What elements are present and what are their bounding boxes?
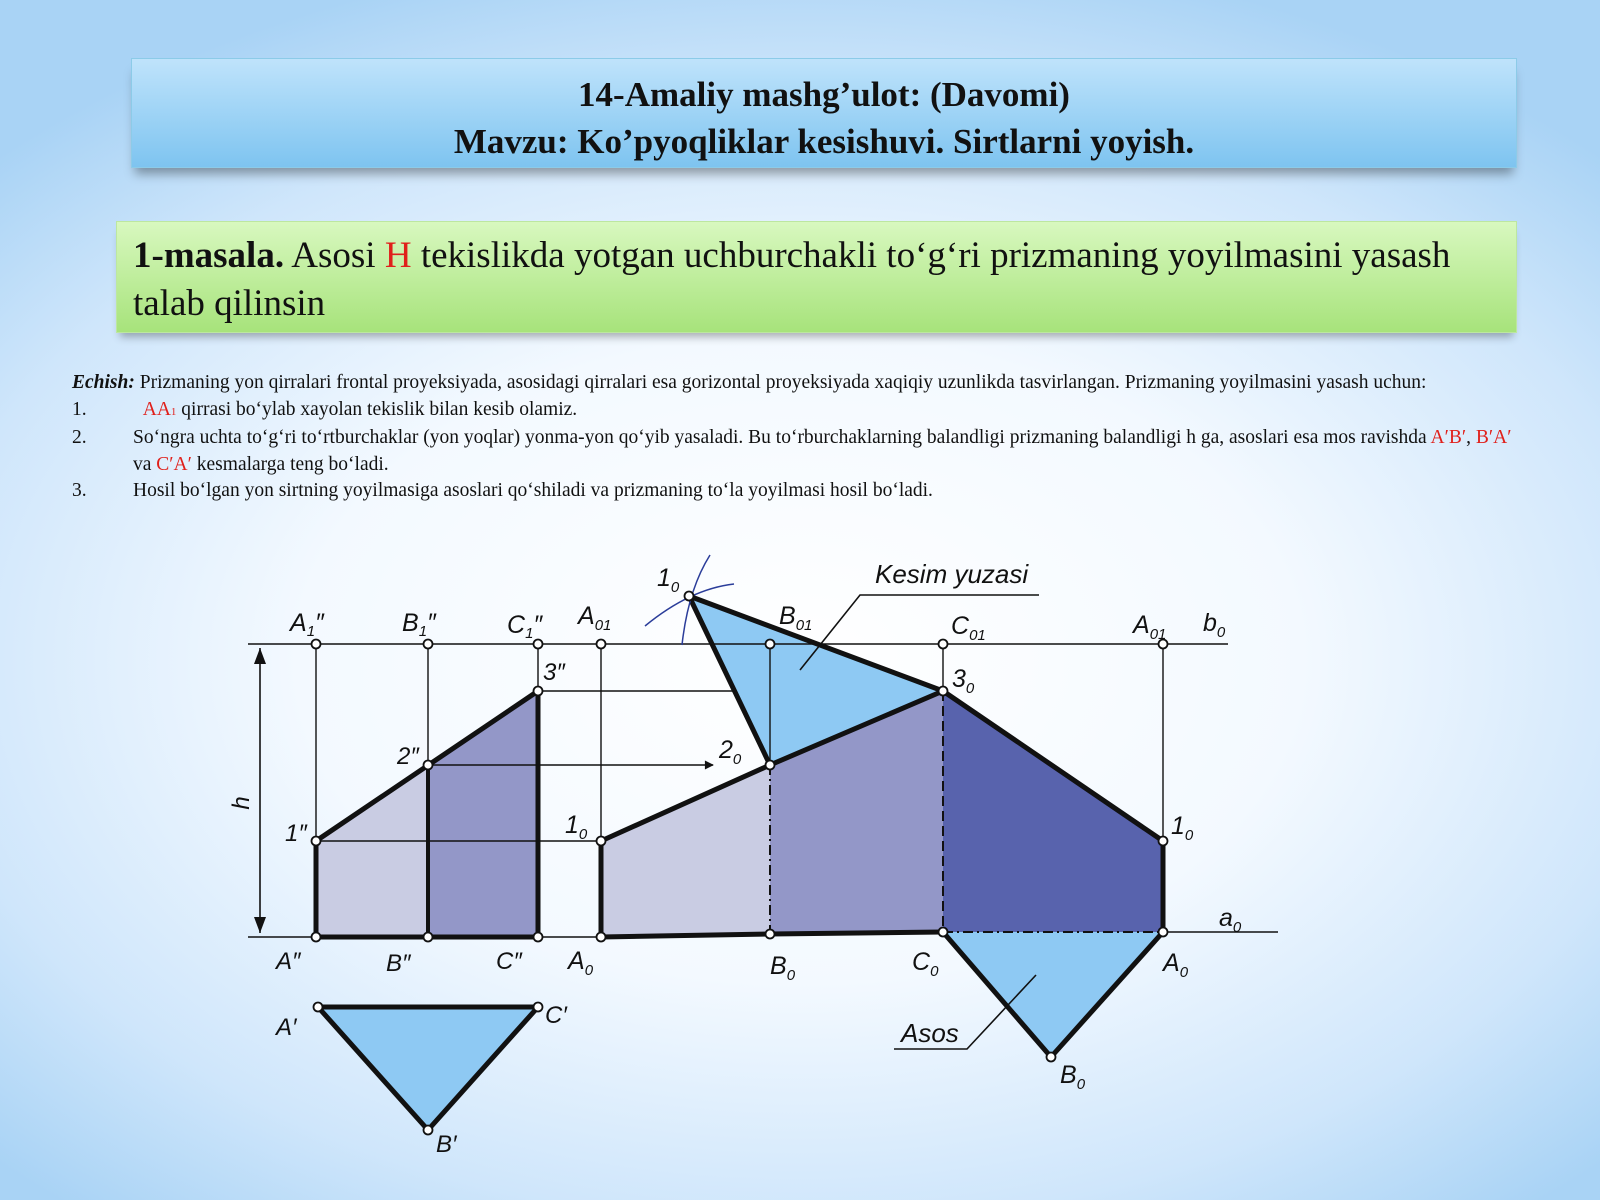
point-3pp <box>534 687 543 696</box>
task-text-after: tekislikda yotgan uchburchakli to‘g‘ri prizmaning yoyilmasini yasash talab qilinsin <box>133 235 1451 324</box>
point-10-left <box>597 837 606 846</box>
label-a0-line: $a_0$ <box>1219 904 1242 936</box>
label-top-10: $1_0$ <box>657 564 680 596</box>
point-c0 <box>939 928 948 937</box>
label-ap: A′ <box>276 1014 297 1041</box>
point-bp <box>424 1126 433 1135</box>
height-arrow-bottom <box>254 917 266 933</box>
point-b1pp <box>424 640 433 649</box>
label-10-right: $1_0$ <box>1171 812 1194 844</box>
point-1pp <box>312 837 321 846</box>
task-lead: 1-masala. <box>133 235 285 276</box>
step-2-seg-3: C′A′ <box>156 453 192 475</box>
label-a0-right: $A_0$ <box>1163 949 1189 981</box>
solution-intro-label: Echish: <box>72 372 135 393</box>
label-b0-base: $B_0$ <box>1060 1061 1086 1093</box>
point-20 <box>766 761 775 770</box>
point-top-10 <box>685 592 694 601</box>
point-30 <box>939 687 948 696</box>
front-face-left <box>316 765 428 937</box>
label-bpp: B″ <box>386 950 411 977</box>
point-2pp <box>424 761 433 770</box>
task-highlight: H <box>384 235 412 276</box>
task-text-before: Asosi <box>284 235 385 276</box>
step-2-text-a: So‘ngra uchta to‘g‘ri to‘rtburchaklar (yon yoqlar) yonma-yon qo‘yib yasaladi. Bu to‘rburchaklarning balandligi prizmaning balandligi h ga, asoslari esa mos ravishda <box>133 427 1431 448</box>
development-face-ca <box>943 691 1163 932</box>
label-a0-left: $A_0$ <box>568 947 594 979</box>
solution-step-2: 2. So‘ngra uchta to‘g‘ri to‘rtburchaklar (yon yoqlar) yonma-yon qo‘yib yasaladi. Bu to‘rburchaklarning balandligi prizmaning balandligi h ga, asoslari esa mos ravishda A′B′, B′A′ va C′A′ kesmalarga teng bo‘ladi. <box>72 425 1532 478</box>
label-b0-line: $b_0$ <box>1203 609 1226 641</box>
label-3pp: 3″ <box>543 659 565 686</box>
step-2-seg-2: B′A′ <box>1475 427 1512 448</box>
label-c1pp: $C_1''$ <box>507 611 543 642</box>
label-b0: $B_0$ <box>770 952 796 984</box>
point-c1pp <box>534 640 543 649</box>
point-b01 <box>766 640 775 649</box>
development-face-ab <box>601 765 770 937</box>
step-number: 2. <box>72 427 87 448</box>
point-a1pp <box>312 640 321 649</box>
point-a0-right <box>1159 928 1168 937</box>
label-cp: C′ <box>545 1002 567 1029</box>
height-label: h <box>228 796 255 810</box>
label-app: A″ <box>276 948 301 975</box>
label-1pp: 1″ <box>285 820 307 847</box>
label-20: $2_0$ <box>719 736 742 768</box>
label-kesim-yuzasi: Kesim yuzasi <box>875 559 1029 589</box>
label-bp: B′ <box>436 1131 457 1158</box>
point-cp <box>534 1003 543 1012</box>
label-b01: $B_{01}$ <box>779 602 813 634</box>
step-1-edge-sub: 1 <box>170 405 177 418</box>
point-c01 <box>939 640 948 649</box>
point-ap <box>314 1003 323 1012</box>
label-c01: $C_{01}$ <box>951 612 986 644</box>
point-cpp <box>534 933 543 942</box>
label-a1pp: $A_1''$ <box>290 609 324 640</box>
height-arrow-top <box>254 648 266 664</box>
label-c0: $C_0$ <box>912 948 939 980</box>
point-b0-base <box>1047 1053 1056 1062</box>
step-1-edge: AA <box>142 398 171 420</box>
point-bpp <box>424 933 433 942</box>
title-line-2: Mavzu: Ko’pyoqliklar kesishuvi. Sirtlarni yoyish. <box>453 122 1195 161</box>
step-2-text-b: kesmalarga teng bo‘ladi. <box>191 453 389 475</box>
point-a0-left <box>597 933 606 942</box>
point-app <box>312 933 321 942</box>
step-number: 3. <box>72 480 87 501</box>
label-asos: Asos <box>901 1018 959 1048</box>
label-30: $3_0$ <box>952 665 975 697</box>
label-a01-left: $A_{01}$ <box>578 602 612 634</box>
label-a01-right: $A_{01}$ <box>1133 611 1167 643</box>
label-2pp: 2″ <box>397 743 419 770</box>
label-b1pp: $B_1''$ <box>402 609 436 640</box>
step-1-text: qirrasi bo‘ylab xayolan tekislik bilan kesib olamiz. <box>176 398 578 420</box>
point-b0 <box>766 930 775 939</box>
horizontal-base-triangle <box>318 1007 538 1130</box>
label-10-left: $1_0$ <box>565 811 588 843</box>
step-3-text: Hosil bo‘lgan yon sirtning yoyilmasiga asoslari qo‘shiladi va prizmaning to‘la yoyilmasi hosil bo‘ladi. <box>133 480 933 501</box>
point-10-right <box>1159 837 1168 846</box>
point-a01-left <box>597 640 606 649</box>
solution-intro-text: Prizmaning yon qirralari frontal proyeksiyada, asosidagi qirralari esa gorizontal proyeksiyada xaqiqiy uzunlikda tasvirlangan. Prizmaning yoyilmasini yasash uchun: <box>134 372 1427 393</box>
step-2-seg-1: A′B′ <box>1430 427 1467 448</box>
step-number: 1. <box>72 398 87 420</box>
title-line-1: 14-Amaliy mashg’ulot: (Davomi) <box>578 75 1070 114</box>
label-cpp: C″ <box>496 948 522 975</box>
